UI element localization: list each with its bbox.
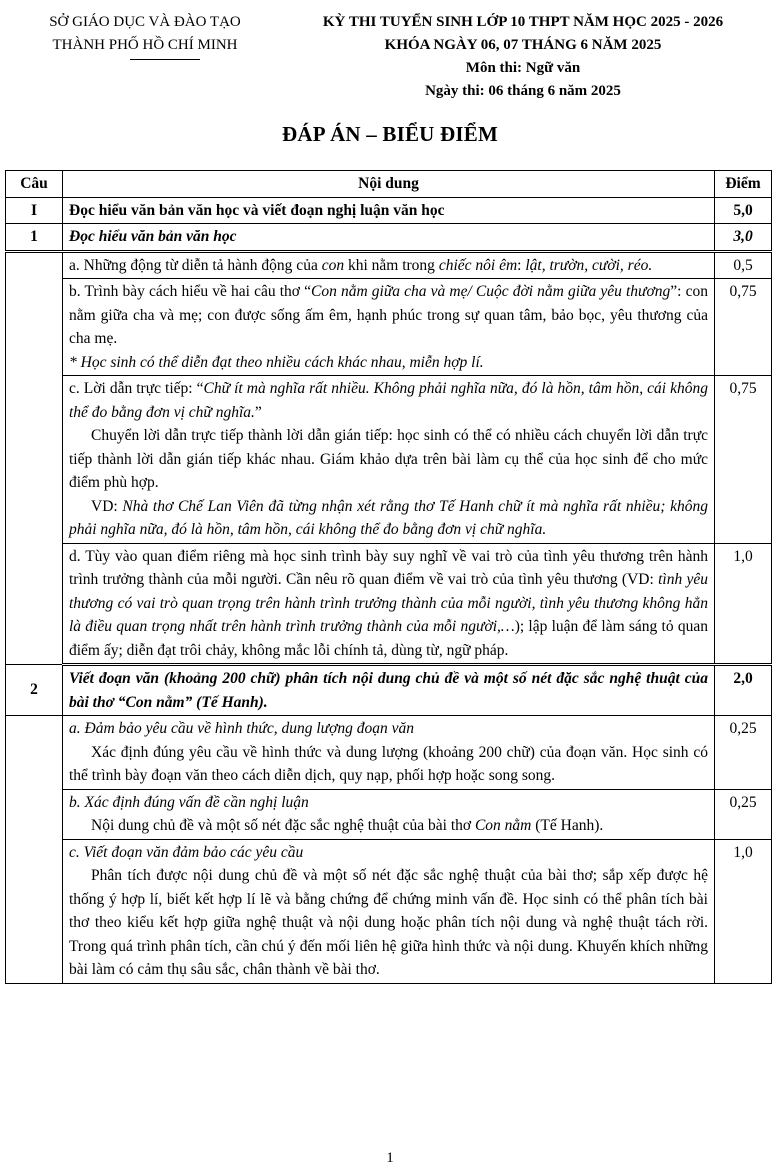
empty-cau-cell bbox=[6, 716, 63, 984]
answer-row-d bbox=[6, 543, 772, 665]
header-right bbox=[288, 11, 758, 103]
question-score: 3,0 bbox=[715, 224, 772, 252]
exam-name: KỲ THI TUYỂN SINH LỚP 10 THPT NĂM HỌC 2025 - 2026 bbox=[322, 14, 724, 30]
answer-content: d. Tùy vào quan điểm riêng mà học sinh trình bày suy nghĩ về vai trò của tình yêu thương trên hành trình trưởng thành của mỗi người. Cần nêu rõ quan điểm về vai trò của tình yêu thương (VD: tình yêu thương có vai trò quan trọng trên hành trình trưởng thành của mỗi người, tình yêu thương không hẳn là điều quan trọng nhất trên hành trình trưởng thành của mỗi người,…); lập luận để làm sáng tỏ quan điểm ấy; diễn đạt trôi chảy, không mắc lỗi chính tả, dùng từ, ngữ pháp. bbox=[63, 543, 715, 665]
section-row bbox=[6, 197, 772, 224]
question-score: 2,0 bbox=[715, 665, 772, 716]
page-number: 1 bbox=[386, 1150, 394, 1166]
col-header-diem: Điểm bbox=[715, 171, 772, 198]
empty-cau-cell bbox=[6, 251, 63, 665]
answer-content: b. Trình bày cách hiểu về hai câu thơ “Con nằm giữa cha và mẹ/ Cuộc đời nằm giữa yêu thương”: con nằm giữa cha và mẹ; con được sống ấm êm, hạnh phúc trong sự quan tâm, bảo bọc, yêu thương của cha mẹ. * Học sinh có thể diễn đạt theo nhiều cách khác nhau, miễn hợp lí. bbox=[63, 279, 715, 376]
answer-content: c. Lời dẫn trực tiếp: “Chữ ít mà nghĩa rất nhiều. Không phải nghĩa nữa, đó là hồn, tâm hồn, cái không thể đo bằng đơn vị chữ nghĩa.” Chuyển lời dẫn trực tiếp thành lời dẫn gián tiếp: học sinh có thể có nhiều cách chuyển lời dẫn trực tiếp thành lời dẫn gián tiếp khác nhau. Giám khảo dựa trên bài làm cụ thể của học sinh để cho mức điểm phù hợp. VD: Nhà thơ Chế Lan Viên đã từng nhận xét rằng thơ Tế Hanh chữ ít mà nghĩa rất nhiều; không phải nghĩa nữa, đó là hồn, tâm hồn, cái không thể đo bằng đơn vị chữ nghĩa. bbox=[63, 376, 715, 544]
answer-row-2b bbox=[6, 789, 772, 839]
answer-row-a bbox=[6, 251, 772, 279]
exam-session: KHÓA NGÀY 06, 07 THÁNG 6 NĂM 2025 bbox=[384, 37, 662, 53]
answer-score: 1,0 bbox=[715, 839, 772, 983]
question-title: Đọc hiểu văn bản văn học bbox=[63, 224, 715, 252]
answer-content: b. Xác định đúng vấn đề cần nghị luận Nội dung chủ đề và một số nét đặc sắc nghệ thuật của bài thơ Con nằm (Tế Hanh). bbox=[63, 789, 715, 839]
answer-score: 0,25 bbox=[715, 716, 772, 790]
exam-subject: Môn thi: Ngữ văn bbox=[465, 60, 581, 76]
department-name: SỞ GIÁO DỤC VÀ ĐÀO TẠO bbox=[49, 14, 241, 30]
answer-row-2a bbox=[6, 716, 772, 790]
answer-score: 1,0 bbox=[715, 543, 772, 665]
section-title: Đọc hiểu văn bản văn học và viết đoạn nghị luận văn học bbox=[63, 197, 715, 224]
answer-score: 0,75 bbox=[715, 279, 772, 376]
exam-date: Ngày thi: 06 tháng 6 năm 2025 bbox=[425, 83, 621, 99]
answer-row-c bbox=[6, 376, 772, 544]
section-score: 5,0 bbox=[715, 197, 772, 224]
answer-content: c. Viết đoạn văn đảm bảo các yêu cầu Phân tích được nội dung chủ đề và một số nét đặc sắc nghệ thuật của bài thơ; sắp xếp được hệ thống ý hợp lí, biết kết hợp lí lẽ và bằng chứng để chứng minh vấn đề. Học sinh có thể phân tích bài thơ theo kiểu kết hợp giữa nghệ thuật và nội dung hoặc phân tích nội dung và nghệ thuật tách rời. Trong quá trình phân tích, cần chú ý đến mối liên hệ giữa hình thức và nội dung. Khuyến khích những bài làm có cảm thụ sâu sắc, chân thành về bài thơ. bbox=[63, 839, 715, 983]
city-name: THÀNH PHỐ HỒ CHÍ MINH bbox=[52, 37, 238, 53]
col-header-noidung: Nội dung bbox=[63, 171, 715, 198]
question-title: Viết đoạn văn (khoảng 200 chữ) phân tích nội dung chủ đề và một số nét đặc sắc nghệ thuật của bài thơ “Con nằm” (Tế Hanh). bbox=[63, 665, 715, 716]
answer-content: a. Đảm bảo yêu cầu về hình thức, dung lượng đoạn văn Xác định đúng yêu cầu về hình thức và dung lượng (khoảng 200 chữ) của đoạn văn. Học sinh có thể trình bày đoạn văn theo cách diễn dịch, quy nạp, phối hợp hoặc song song. bbox=[63, 716, 715, 790]
question-number: 1 bbox=[6, 224, 63, 252]
answer-score: 0,75 bbox=[715, 376, 772, 544]
answer-row-b bbox=[6, 279, 772, 376]
answer-score: 0,25 bbox=[715, 789, 772, 839]
answer-score: 0,5 bbox=[715, 251, 772, 279]
table-header-row bbox=[6, 171, 772, 198]
question-row bbox=[6, 224, 772, 252]
answer-content: a. Những động từ diễn tả hành động của con khi nằm trong chiếc nôi êm: lật, trườn, cười, réo. bbox=[63, 251, 715, 279]
col-header-cau: Câu bbox=[6, 171, 63, 198]
grading-note: * Học sinh có thể diễn đạt theo nhiều cách khác nhau, miễn hợp lí. bbox=[69, 353, 484, 371]
question-row bbox=[6, 665, 772, 716]
header-left bbox=[14, 11, 276, 57]
header-underline bbox=[130, 59, 200, 60]
question-number: 2 bbox=[6, 665, 63, 716]
answer-table bbox=[5, 170, 772, 984]
answer-row-2c bbox=[6, 839, 772, 983]
section-number: I bbox=[6, 197, 63, 224]
page-title: ĐÁP ÁN – BIỂU ĐIỂM bbox=[282, 122, 498, 146]
